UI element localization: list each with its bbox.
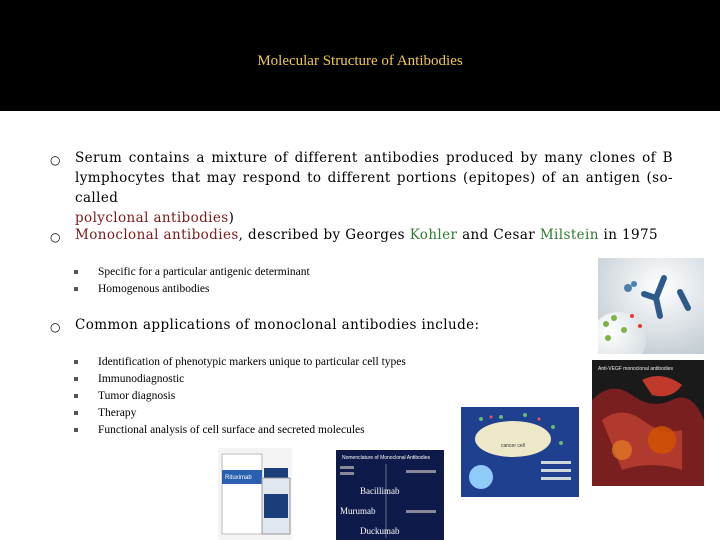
- square-bullet-icon: [74, 411, 78, 415]
- sub-item: [98, 281, 458, 298]
- sub-item-text: Immunodiagnostic: [98, 373, 185, 385]
- name-kohler: Kohler: [409, 227, 458, 243]
- drug-vial-svg: [218, 448, 292, 540]
- square-bullet-icon: [74, 287, 78, 291]
- bullet-monoclonal: [50, 225, 675, 245]
- nomenclature-title: Nomenclature of Monoclonal Antibodies: [342, 455, 431, 461]
- ring-bullet-icon: ○: [50, 320, 61, 334]
- name-milstein: Milstein: [539, 227, 599, 243]
- cancer-cell-svg: [461, 407, 579, 497]
- slide-title: Molecular Structure of Antibodies: [257, 53, 463, 69]
- sub-item-text: Therapy: [98, 407, 137, 419]
- square-bullet-icon: [74, 377, 78, 381]
- sub-item: [98, 388, 458, 405]
- sub-item: [98, 422, 458, 439]
- nomenclature-svg: [336, 450, 444, 540]
- sub-item: [98, 354, 458, 371]
- nomen-word: Murumab: [340, 506, 376, 516]
- bullet-line: lymphocytes that may respond to different portions (epitopes) of an antigen (so-called: [75, 170, 673, 206]
- sub-item: [98, 405, 458, 422]
- square-bullet-icon: [74, 270, 78, 274]
- sub-item-text: Functional analysis of cell surface and secreted molecules: [98, 424, 365, 436]
- antibody-illustration: [598, 258, 704, 354]
- ring-bullet-icon: ○: [50, 153, 61, 167]
- emphasis-text: polyclonal antibodies: [75, 210, 229, 226]
- text: , described by Georges: [238, 227, 410, 243]
- text: in 1975: [598, 227, 658, 243]
- text: ): [228, 210, 235, 226]
- sub-item-text: Specific for a particular antigenic determinant: [98, 266, 310, 278]
- emphasis-text: Monoclonal antibodies: [75, 227, 239, 243]
- sub-item: [98, 264, 458, 281]
- cancer-cell-diagram: [461, 407, 579, 497]
- sub-item-text: Homogenous antibodies: [98, 283, 210, 295]
- ring-bullet-icon: ○: [50, 230, 61, 244]
- nomen-word: Duckumab: [360, 526, 400, 536]
- cell-label: cancer cell: [501, 443, 525, 449]
- vial-label: Rituximab: [225, 475, 252, 481]
- bullet-line: Serum contains a mixture of different antibodies produced by many clones of B: [75, 150, 673, 166]
- square-bullet-icon: [74, 360, 78, 364]
- anti-vegf-svg: [592, 360, 704, 486]
- nomen-word: Bacillimab: [360, 486, 400, 496]
- drug-vial-photo: [218, 448, 292, 540]
- anti-vegf-image: [592, 360, 704, 486]
- sub-item-text: Tumor diagnosis: [98, 390, 176, 402]
- square-bullet-icon: [74, 394, 78, 398]
- anti-vegf-caption: Anti-VEGF monoclonal antibodies: [598, 366, 674, 372]
- nomenclature-chart: [336, 450, 444, 540]
- sub-item-text: Identification of phenotypic markers unique to particular cell types: [98, 356, 406, 368]
- bullet-applications: [50, 315, 515, 335]
- text: Common applications of monoclonal antibodies include:: [75, 317, 480, 333]
- antibody-illustration-svg: [598, 258, 704, 354]
- text: and Cesar: [457, 227, 540, 243]
- bullet-serum: [50, 148, 673, 228]
- sub-item: [98, 371, 458, 388]
- square-bullet-icon: [74, 428, 78, 432]
